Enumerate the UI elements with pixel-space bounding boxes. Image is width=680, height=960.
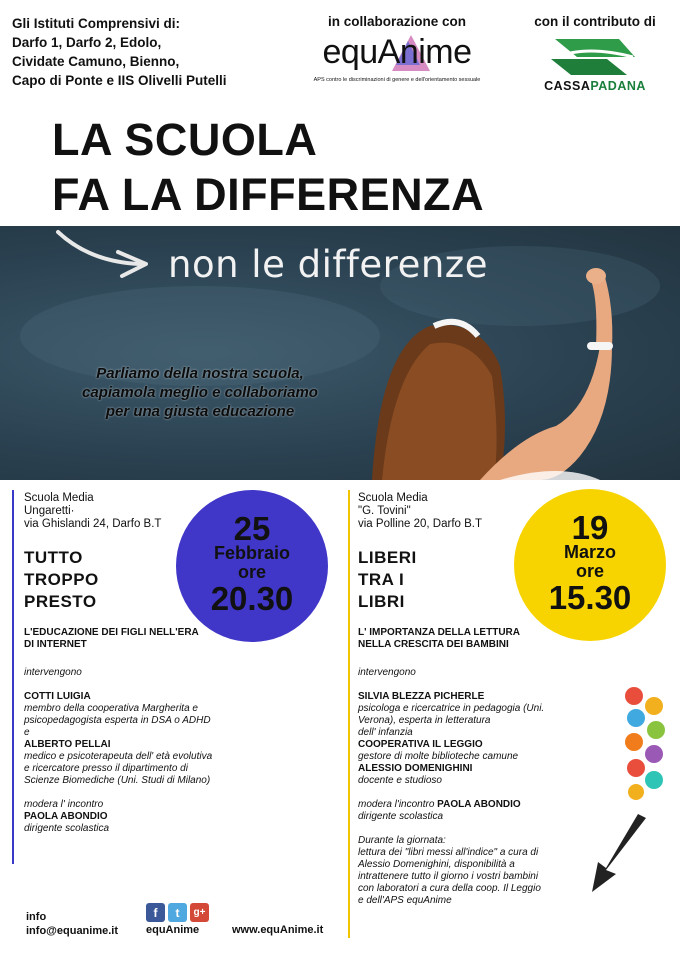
info-label: info (26, 911, 47, 923)
date-badge-left (176, 490, 328, 642)
desc-line: Verona), esperta in letteratura (358, 715, 491, 726)
organizers-line: Gli Istituti Comprensivi di: (12, 16, 181, 31)
speaker-desc: docente e studioso (358, 775, 442, 786)
venue-line: via Polline 20, Darfo B.T (358, 518, 483, 530)
google-plus-icon[interactable]: g+ (190, 903, 209, 922)
chalk-arrow-icon (58, 232, 140, 264)
social-icons (146, 903, 209, 922)
topic-line: NELLA CRESCITA DEI BAMBINI (358, 639, 509, 650)
sponsor-block (520, 14, 670, 93)
date-month: Febbraio (213, 543, 290, 563)
organizers-line: Cividate Camuno, Bienno, (12, 54, 180, 69)
note-line: con laboratori a cura della coop. Il Leggio (358, 883, 541, 894)
topic-line: L' IMPORTANZA DELLA LETTURA (358, 627, 520, 638)
note-intro: Durante la giornata: (358, 835, 446, 846)
venue-line: Scuola Media (24, 492, 94, 504)
theme-line: TROPPO (24, 570, 99, 589)
cassapadana-logo-icon (547, 37, 643, 77)
note-line: Alessio Domenighini, disponibilità a (358, 859, 515, 870)
desc-line: medico e psicoterapeuta dell' età evolutiva (24, 751, 213, 762)
date-ore: ore (237, 562, 266, 582)
left-column-divider (12, 490, 14, 864)
sponsor-name-a: CASSA (544, 79, 591, 93)
speaker-name: SILVIA BLEZZA PICHERLE (358, 691, 485, 702)
date-time: 20.30 (210, 580, 294, 617)
theme-line: TRA I (358, 570, 405, 589)
facebook-icon[interactable]: f (146, 903, 165, 922)
desc-line: psicologa e ricercatrice in pedagogia (Uni. (358, 703, 545, 714)
collaboration-block (292, 14, 502, 83)
organizers-line: Capo di Ponte e IIS Olivelli Putelli (12, 73, 227, 88)
area-bimbi-arrow-icon (586, 814, 656, 894)
organizers-line: Darfo 1, Darfo 2, Edolo, (12, 35, 162, 50)
title-line-2: FA LA DIFFERENZA (52, 169, 485, 220)
moderator-name: PAOLA ABONDIO (437, 799, 521, 810)
sponsor-name (520, 79, 670, 93)
board-subtitle: non le differenze (168, 243, 488, 286)
speaker-desc (358, 703, 560, 739)
desc-line: dell' infanzia (358, 727, 413, 738)
moderator-name: PAOLA ABONDIO (24, 811, 108, 822)
venue-line: "G. Tovini" (358, 505, 411, 517)
date-time: 15.30 (548, 579, 632, 616)
desc-line: psicopedagogista esperta in DSA o ADHD (24, 715, 211, 726)
equanime-tagline: APS contro le discriminazioni di genere e dell'orientamento sessuale (313, 77, 481, 83)
speakers-intro: intervengono (24, 667, 82, 678)
footer-website[interactable]: www.equAnime.it (232, 924, 324, 936)
right-column-divider (348, 490, 350, 938)
note-line: intrattenere tutto il giorno i vostri bambini (358, 871, 539, 882)
info-email[interactable]: info@equanime.it (26, 925, 119, 937)
footer-contact (26, 910, 118, 938)
speaker-name: COTTI LUIGIA (24, 691, 91, 702)
area-bimbi-badge (586, 814, 656, 894)
theme-line: TUTTO (24, 548, 83, 567)
note-body (358, 847, 560, 907)
speaker-name: ALESSIO DOMENIGHINI (358, 763, 473, 774)
footer-social (146, 903, 209, 936)
topic-line: DI INTERNET (24, 639, 87, 650)
desc-line: e ricercatore presso il dipartimento di (24, 763, 188, 774)
tagline-line: capiamola meglio e collaboriamo (82, 384, 318, 401)
moderator-intro: modera l'incontro (358, 799, 438, 810)
speaker-desc (24, 751, 330, 787)
board-tagline (40, 364, 360, 421)
sponsor-name-b: PADANA (590, 79, 646, 93)
speaker-desc: gestore di molte biblioteche camune (358, 751, 519, 762)
moderator-line (358, 799, 560, 811)
theme-line: LIBERI (358, 548, 417, 567)
date-ore: ore (575, 561, 604, 581)
speakers-intro: intervengono (358, 667, 416, 678)
date-month: Marzo (563, 542, 616, 562)
painted-hands-icon (614, 684, 674, 804)
equanime-logo-text: equAnime (322, 33, 472, 71)
moderator-role: dirigente scolastica (358, 811, 444, 822)
sponsor-label: con il contributo di (534, 14, 656, 29)
venue-line: Scuola Media (358, 492, 428, 504)
moderator-role: dirigente scolastica (24, 823, 110, 834)
speaker-name: COOPERATIVA IL LEGGIO (358, 739, 483, 750)
note-line: e dell'APS equAnime (358, 895, 452, 906)
and-text: e (24, 727, 30, 738)
theme-line: LIBRI (358, 592, 405, 611)
speaker-desc (24, 703, 330, 727)
blackboard-banner (0, 226, 680, 480)
equanime-logo (292, 33, 502, 77)
tagline-line: per una giusta educazione (105, 403, 295, 420)
date-day: 19 (571, 509, 609, 546)
organizers-block (12, 14, 282, 90)
area-bimbi-label: AREA BIMBI! (617, 815, 656, 868)
theme-line: PRESTO (24, 592, 97, 611)
topic-line: L'EDUCAZIONE DEI FIGLI NELL'ERA (24, 627, 199, 638)
moderator-intro: modera l' incontro (24, 799, 104, 810)
venue-line: via Ghislandi 24, Darfo B.T (24, 518, 162, 530)
desc-line: Scienze Biomediche (Uni. Studi di Milano) (24, 775, 211, 786)
speaker-name: ALBERTO PELLAI (24, 739, 111, 750)
twitter-icon[interactable]: t (168, 903, 187, 922)
title-line-1: LA SCUOLA (52, 114, 318, 165)
main-title (52, 112, 484, 222)
date-day: 25 (233, 510, 271, 547)
collaboration-label: in collaborazione con (327, 14, 467, 29)
social-label: equAnime (146, 924, 200, 936)
note-line: lettura dei "libri messi all'indice" a cura di (358, 847, 539, 858)
desc-line: membro della cooperativa Margherita e (24, 703, 198, 714)
venue-line: Ungaretti· (24, 505, 75, 517)
date-badge-right (514, 489, 666, 641)
tagline-line: Parliamo della nostra scuola, (96, 365, 304, 382)
